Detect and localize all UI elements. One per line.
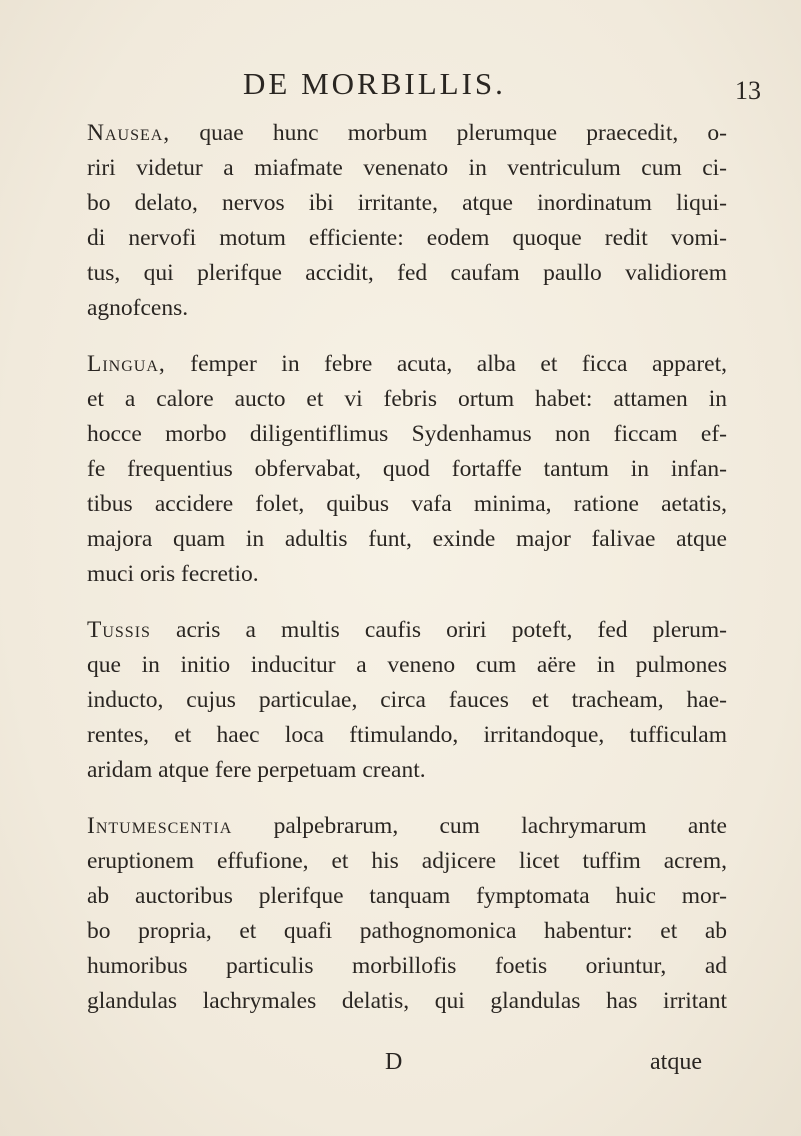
signature-mark: D <box>385 1049 403 1075</box>
page-number: 13 <box>735 76 761 105</box>
text-line: bo delato, nervos ibi irritante, atque inordinatum liqui- <box>87 190 727 216</box>
paragraph-lead-word: Nausea, <box>87 120 171 146</box>
paragraph-nausea <box>87 116 727 326</box>
text-line: aridam atque fere perpetuam creant. <box>87 757 426 783</box>
running-title: DE MORBILLIS. <box>243 66 506 101</box>
text-line: fe frequentius obfervabat, quod fortaffe tantum in infan- <box>87 456 727 482</box>
paragraph-intumescentia <box>87 809 727 1019</box>
page-header <box>0 62 801 106</box>
paragraph-lead-word: Intumescentia <box>87 813 233 839</box>
text-line: Tussis acris a multis caufis oriri poteft, fed plerum- <box>87 617 727 643</box>
text-line: inducto, cujus particulae, circa fauces et tracheam, hae- <box>87 687 727 713</box>
text-line: humoribus particulis morbillofis foetis oriuntur, ad <box>87 953 727 979</box>
text-line: hocce morbo diligentiflimus Sydenhamus non ficcam ef- <box>87 421 727 447</box>
catchword: atque <box>650 1049 702 1075</box>
page-footer <box>0 1049 801 1089</box>
text-line: et a calore aucto et vi febris ortum habet: attamen in <box>87 386 727 412</box>
text-line: rentes, et haec loca ftimulando, irritandoque, tufficulam <box>87 722 727 748</box>
text-line: majora quam in adultis funt, exinde major falivae atque <box>87 526 727 552</box>
text-line: ab auctoribus plerifque tanquam fymptomata huic mor- <box>87 883 727 909</box>
text-line: Nausea, quae hunc morbum plerumque praecedit, o- <box>87 120 727 146</box>
text-line: glandulas lachrymales delatis, qui glandulas has irritant <box>87 988 727 1014</box>
text-line: di nervofi motum efficiente: eodem quoque redit vomi- <box>87 225 727 251</box>
text-line: muci oris fecretio. <box>87 561 259 587</box>
body-text <box>87 116 727 1040</box>
text-line: eruptionem effufione, et his adjicere licet tuffim acrem, <box>87 848 727 874</box>
text-line: Lingua, femper in febre acuta, alba et ficca apparet, <box>87 351 727 377</box>
paragraph-lead-word: Tussis <box>87 617 151 643</box>
paragraph-lingua <box>87 347 727 592</box>
text-line: Intumescentia palpebrarum, cum lachrymarum ante <box>87 813 727 839</box>
paragraph-tussis <box>87 613 727 788</box>
paragraph-lead-word: Lingua, <box>87 351 166 377</box>
text-line: riri videtur a miafmate venenato in ventriculum cum ci- <box>87 155 727 181</box>
text-line: bo propria, et quafi pathognomonica habentur: et ab <box>87 918 727 944</box>
text-line: agnofcens. <box>87 295 189 321</box>
text-line: tibus accidere folet, quibus vafa minima, ratione aetatis, <box>87 491 727 517</box>
text-line: tus, qui plerifque accidit, fed caufam paullo validiorem <box>87 260 727 286</box>
text-line: que in initio inducitur a veneno cum aëre in pulmones <box>87 652 727 678</box>
